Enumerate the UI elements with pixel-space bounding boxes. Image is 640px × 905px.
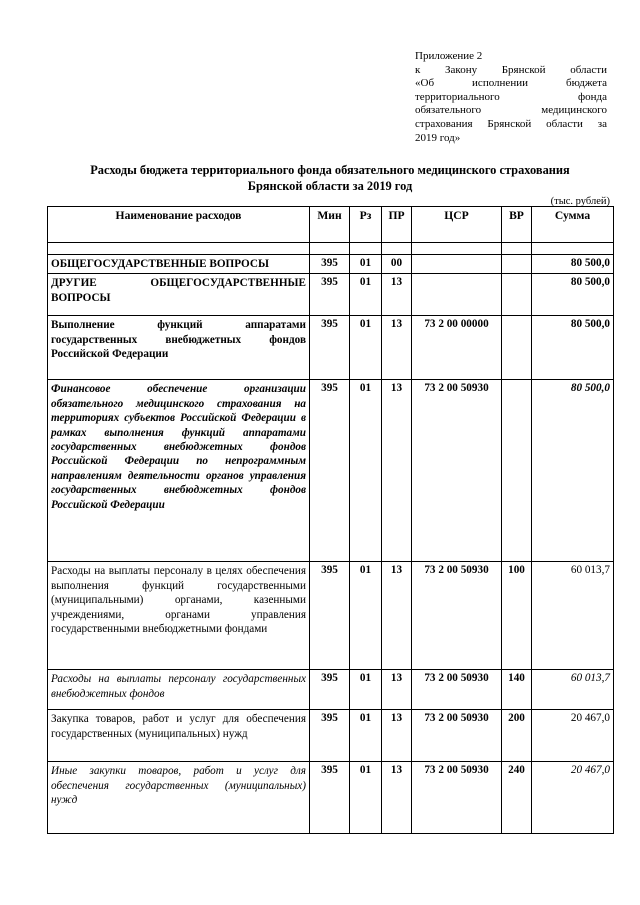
- row-name: ДРУГИЕ ОБЩЕГОСУДАРСТВЕННЫЕ ВОПРОСЫ: [48, 274, 310, 316]
- table-row: [48, 762, 614, 834]
- row-vr: 240: [502, 762, 532, 834]
- appendix-line: Приложение 2: [415, 50, 483, 62]
- appendix-line: 2019 год»: [415, 131, 461, 144]
- row-sum: 80 500,0: [532, 274, 614, 316]
- row-name: ОБЩЕГОСУДАРСТВЕННЫЕ ВОПРОСЫ: [48, 255, 310, 274]
- expenses-table: [47, 206, 614, 834]
- row-name: Выполнение функций аппаратами государственных внебюджетных фондов Российской Федерации: [48, 316, 310, 380]
- row-vr: 200: [502, 710, 532, 762]
- row-min: 395: [310, 670, 350, 710]
- document-title: [20, 162, 640, 194]
- row-vr: [502, 274, 532, 316]
- header-vr: ВР: [502, 207, 532, 243]
- row-csr: 73 2 00 50930: [412, 380, 502, 562]
- header-pr: ПР: [382, 207, 412, 243]
- title-line-2: Брянской области за 2019 год: [247, 179, 413, 193]
- table-row: [48, 710, 614, 762]
- row-csr: [412, 274, 502, 316]
- table-row: [48, 316, 614, 380]
- row-vr: [502, 380, 532, 562]
- row-pr: 13: [382, 274, 412, 316]
- appendix-line: к Закону Брянской области: [415, 63, 607, 76]
- spacer-row: [48, 243, 614, 255]
- row-name: Иные закупки товаров, работ и услуг для обеспечения государственных (муниципальных) нужд: [48, 762, 310, 834]
- table-header-row: [48, 207, 614, 243]
- header-rz: Рз: [350, 207, 382, 243]
- header-sum: Сумма: [532, 207, 614, 243]
- table-row: [48, 274, 614, 316]
- row-rz: 01: [350, 316, 382, 380]
- header-csr: ЦСР: [412, 207, 502, 243]
- appendix-line: «Об исполнении бюджета: [415, 77, 607, 90]
- units-note: (тыс. рублей): [550, 196, 610, 207]
- row-rz: 01: [350, 710, 382, 762]
- row-pr: 13: [382, 562, 412, 670]
- table-row: [48, 380, 614, 562]
- appendix-line: обязательного медицинского: [415, 104, 607, 117]
- row-name: Расходы на выплаты персоналу государственных внебюджетных фондов: [48, 670, 310, 710]
- row-pr: 13: [382, 762, 412, 834]
- title-line-1: Расходы бюджета территориального фонда обязательного медицинского страхования: [90, 163, 570, 177]
- row-vr: 140: [502, 670, 532, 710]
- table-row: [48, 562, 614, 670]
- row-rz: 01: [350, 274, 382, 316]
- row-min: 395: [310, 380, 350, 562]
- row-pr: 13: [382, 710, 412, 762]
- row-rz: 01: [350, 255, 382, 274]
- row-rz: 01: [350, 380, 382, 562]
- row-sum: 60 013,7: [532, 670, 614, 710]
- row-csr: 73 2 00 50930: [412, 670, 502, 710]
- row-min: 395: [310, 762, 350, 834]
- table-row: [48, 255, 614, 274]
- table-row: [48, 670, 614, 710]
- row-pr: 13: [382, 316, 412, 380]
- row-pr: 13: [382, 670, 412, 710]
- row-sum: 80 500,0: [532, 255, 614, 274]
- row-pr: 00: [382, 255, 412, 274]
- header-min: Мин: [310, 207, 350, 243]
- row-csr: 73 2 00 50930: [412, 762, 502, 834]
- row-csr: 73 2 00 00000: [412, 316, 502, 380]
- row-vr: [502, 255, 532, 274]
- row-sum: 20 467,0: [532, 710, 614, 762]
- row-csr: 73 2 00 50930: [412, 562, 502, 670]
- row-min: 395: [310, 255, 350, 274]
- row-rz: 01: [350, 670, 382, 710]
- row-name: Финансовое обеспечение организации обязательного медицинского страхования на территориях субъектов Российской Федерации в рамках выполнения функций аппаратами государственных внебюджетных фондов Российской Федерации по непрограммным направлениям деятельности органов управления государственных внебюджетных фондов Российской Федерации: [48, 380, 310, 562]
- row-name: Закупка товаров, работ и услуг для обеспечения государственных (муниципальных) нужд: [48, 710, 310, 762]
- header-name: Наименование расходов: [48, 207, 310, 243]
- row-rz: 01: [350, 562, 382, 670]
- row-vr: 100: [502, 562, 532, 670]
- appendix-line: страхования Брянской области за: [415, 117, 607, 130]
- row-min: 395: [310, 710, 350, 762]
- row-vr: [502, 316, 532, 380]
- row-pr: 13: [382, 380, 412, 562]
- row-csr: 73 2 00 50930: [412, 710, 502, 762]
- row-min: 395: [310, 562, 350, 670]
- appendix-line: территориального фонда: [415, 90, 607, 103]
- appendix-note: [415, 50, 607, 145]
- row-name: Расходы на выплаты персоналу в целях обеспечения выполнения функций государственными (муниципальными) органами, казенными учреждениями, органами управления государственными внебюджетными фондами: [48, 562, 310, 670]
- row-min: 395: [310, 316, 350, 380]
- row-sum: 80 500,0: [532, 316, 614, 380]
- row-sum: 20 467,0: [532, 762, 614, 834]
- row-sum: 80 500,0: [532, 380, 614, 562]
- row-sum: 60 013,7: [532, 562, 614, 670]
- row-rz: 01: [350, 762, 382, 834]
- row-csr: [412, 255, 502, 274]
- row-min: 395: [310, 274, 350, 316]
